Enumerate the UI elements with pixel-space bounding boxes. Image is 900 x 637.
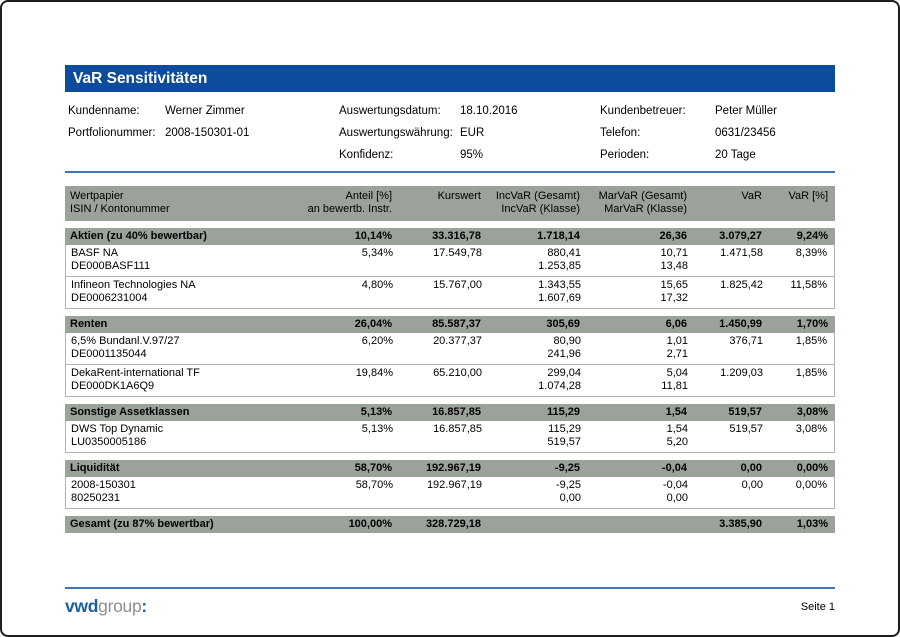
security-var: 376,71 <box>729 335 763 347</box>
security-anteil: 6,20% <box>361 335 393 347</box>
info-value <box>165 144 339 166</box>
security-var: 1.825,42 <box>720 279 763 291</box>
group-var: 519,57 <box>728 406 762 418</box>
group-kurswert: 85.587,37 <box>432 318 481 330</box>
group-row <box>65 404 835 421</box>
group-var-pct: 3,08% <box>796 406 828 418</box>
security-name-isin: BASF NA DE000BASF111 <box>71 247 151 272</box>
info-value: Peter Müller <box>715 105 777 117</box>
group-row <box>65 516 835 533</box>
vwd-group-logo <box>65 596 147 617</box>
info-pair <box>600 144 835 166</box>
group-rows <box>65 421 835 453</box>
table-section <box>65 228 835 309</box>
security-row <box>66 277 834 308</box>
info-row <box>68 100 835 122</box>
group-rows <box>65 477 835 509</box>
group-var-pct: 9,24% <box>796 230 828 242</box>
group-label: Sonstige Assetklassen <box>70 406 190 418</box>
security-var-pct: 3,08% <box>795 423 827 435</box>
table-section <box>65 460 835 509</box>
group-var: 1.450,99 <box>719 318 762 330</box>
group-var: 3.079,27 <box>719 230 762 242</box>
security-var-pct: 1,85% <box>795 367 827 379</box>
table-header-row <box>65 186 835 221</box>
col-header-wertpapier: Wertpapier ISIN / Kontonummer <box>70 190 170 215</box>
page-content <box>65 65 835 533</box>
security-var-pct: 0,00% <box>795 479 827 491</box>
group-var-pct: 0,00% <box>796 462 828 474</box>
security-row <box>66 477 834 508</box>
security-incvar: -9,25 0,00 <box>555 479 581 504</box>
table-section <box>65 316 835 397</box>
group-label: Renten <box>70 318 108 330</box>
security-marvar: 5,04 11,81 <box>661 367 688 392</box>
security-name-isin: DWS Top Dynamic LU0350005186 <box>71 423 164 448</box>
group-rows <box>65 333 835 397</box>
group-incvar: 1.718,14 <box>537 230 580 242</box>
security-var-pct: 11,58% <box>790 279 827 291</box>
security-anteil: 58,70% <box>355 479 393 491</box>
group-anteil: 58,70% <box>354 462 392 474</box>
info-row <box>68 144 835 166</box>
security-kurswert: 16.857,85 <box>433 423 482 435</box>
info-label: Kundenbetreuer: <box>600 105 686 117</box>
table-body <box>65 228 835 533</box>
security-anteil: 5,34% <box>361 247 393 259</box>
security-incvar: 1.343,55 1.607,69 <box>538 279 581 304</box>
security-marvar: 1,01 2,71 <box>666 335 688 360</box>
col-header-var: VaR <box>741 190 762 202</box>
group-anteil: 10,14% <box>354 230 392 242</box>
info-label: Perioden: <box>600 149 650 161</box>
security-row <box>66 421 834 452</box>
info-value: 20 Tage <box>715 149 756 161</box>
group-var: 0,00 <box>740 462 762 474</box>
security-var: 1.471,58 <box>720 247 763 259</box>
security-kurswert: 17.549,78 <box>433 247 482 259</box>
security-kurswert: 20.377,37 <box>433 335 482 347</box>
divider-rule <box>65 171 835 173</box>
security-name-isin: 6,5% Bundanl.V.97/27 DE0001135044 <box>71 335 180 360</box>
col-header-var-pct: VaR [%] <box>788 190 828 202</box>
info-label: Konfidenz: <box>339 149 394 161</box>
security-anteil: 4,80% <box>361 279 393 291</box>
col-header-kurswert: Kurswert <box>437 190 481 202</box>
group-row <box>65 316 835 333</box>
group-label: Aktien (zu 40% bewertbar) <box>70 230 207 242</box>
info-value: 18.10.2016 <box>460 105 518 117</box>
security-marvar: -0,04 0,00 <box>662 479 688 504</box>
group-row <box>65 228 835 245</box>
info-pair <box>600 100 835 122</box>
security-incvar: 80,90 241,96 <box>547 335 581 360</box>
logo-vwd-text: vwd <box>65 596 99 616</box>
group-incvar: 305,69 <box>546 318 580 330</box>
security-anteil: 5,13% <box>361 423 393 435</box>
info-label: Auswertungsdatum: <box>339 105 441 117</box>
logo-group-text: group <box>98 596 142 616</box>
info-value: Werner Zimmer <box>165 105 245 117</box>
security-incvar: 880,41 1.253,85 <box>538 247 581 272</box>
info-pair <box>339 144 600 166</box>
table-section <box>65 516 835 533</box>
info-label: Kundenname: <box>68 105 140 117</box>
var-table <box>65 186 835 533</box>
group-marvar: -0,04 <box>661 462 687 474</box>
info-value: 0631/23456 <box>715 127 776 139</box>
group-incvar: 115,29 <box>546 406 580 418</box>
info-pair <box>600 122 835 144</box>
page-title: VaR Sensitivitäten <box>65 65 835 92</box>
col-header-anteil: Anteil [%] an bewertb. Instr. <box>307 190 392 215</box>
security-anteil: 19,84% <box>355 367 393 379</box>
table-section <box>65 404 835 453</box>
group-label: Gesamt (zu 87% bewertbar) <box>70 518 214 530</box>
security-var: 1.209,03 <box>720 367 763 379</box>
info-row <box>68 122 835 144</box>
group-anteil: 5,13% <box>360 406 392 418</box>
page-footer <box>65 587 835 617</box>
group-kurswert: 328.729,18 <box>425 518 481 530</box>
security-name-isin: 2008-150301 80250231 <box>71 479 136 504</box>
info-value: 95% <box>460 149 484 161</box>
security-marvar: 15,65 17,32 <box>660 279 688 304</box>
group-var-pct: 1,03% <box>796 518 828 530</box>
security-incvar: 115,29 519,57 <box>547 423 581 448</box>
info-pair <box>339 100 600 122</box>
security-marvar: 10,71 13,48 <box>660 247 688 272</box>
security-marvar: 1,54 5,20 <box>666 423 688 448</box>
group-kurswert: 16.857,85 <box>432 406 481 418</box>
group-anteil: 100,00% <box>348 518 392 530</box>
group-var: 3.385,90 <box>719 518 762 530</box>
logo-colon: : <box>141 596 147 616</box>
info-value: EUR <box>460 127 485 139</box>
info-block <box>65 100 835 166</box>
security-row <box>66 333 834 365</box>
info-pair <box>339 122 600 144</box>
group-rows <box>65 245 835 309</box>
info-value: 2008-150301-01 <box>165 127 250 139</box>
group-kurswert: 192.967,19 <box>425 462 481 474</box>
footer-rule <box>65 587 835 589</box>
security-var: 519,57 <box>729 423 763 435</box>
info-label: Portfolionummer: <box>68 127 156 139</box>
group-marvar: 6,06 <box>665 318 687 330</box>
group-anteil: 26,04% <box>354 318 392 330</box>
info-label: Auswertungswährung: <box>339 127 453 139</box>
security-row <box>66 365 834 396</box>
group-marvar: 26,36 <box>659 230 687 242</box>
security-row <box>66 245 834 277</box>
security-kurswert: 65.210,00 <box>433 367 482 379</box>
info-pair <box>68 144 339 166</box>
info-pair <box>68 122 339 144</box>
page-number: Seite 1 <box>800 601 835 613</box>
security-kurswert: 15.767,00 <box>433 279 482 291</box>
security-var: 0,00 <box>741 479 763 491</box>
security-kurswert: 192.967,19 <box>426 479 482 491</box>
info-pair <box>68 100 339 122</box>
info-label <box>68 144 165 166</box>
info-label: Telefon: <box>600 127 641 139</box>
footer-line <box>65 596 835 617</box>
security-name-isin: Infineon Technologies NA DE0006231004 <box>71 279 196 304</box>
group-var-pct: 1,70% <box>796 318 828 330</box>
col-header-incvar: IncVaR (Gesamt) IncVaR (Klasse) <box>495 190 580 215</box>
col-header-marvar: MarVaR (Gesamt) MarVaR (Klasse) <box>598 190 687 215</box>
group-marvar: 1,54 <box>665 406 687 418</box>
security-var-pct: 8,39% <box>795 247 827 259</box>
group-kurswert: 33.316,78 <box>432 230 481 242</box>
group-label: Liquidität <box>70 462 120 474</box>
security-var-pct: 1,85% <box>795 335 827 347</box>
security-incvar: 299,04 1.074,28 <box>538 367 581 392</box>
security-name-isin: DekaRent-international TF DE000DK1A6Q9 <box>71 367 200 392</box>
group-row <box>65 460 835 477</box>
group-incvar: -9,25 <box>554 462 580 474</box>
